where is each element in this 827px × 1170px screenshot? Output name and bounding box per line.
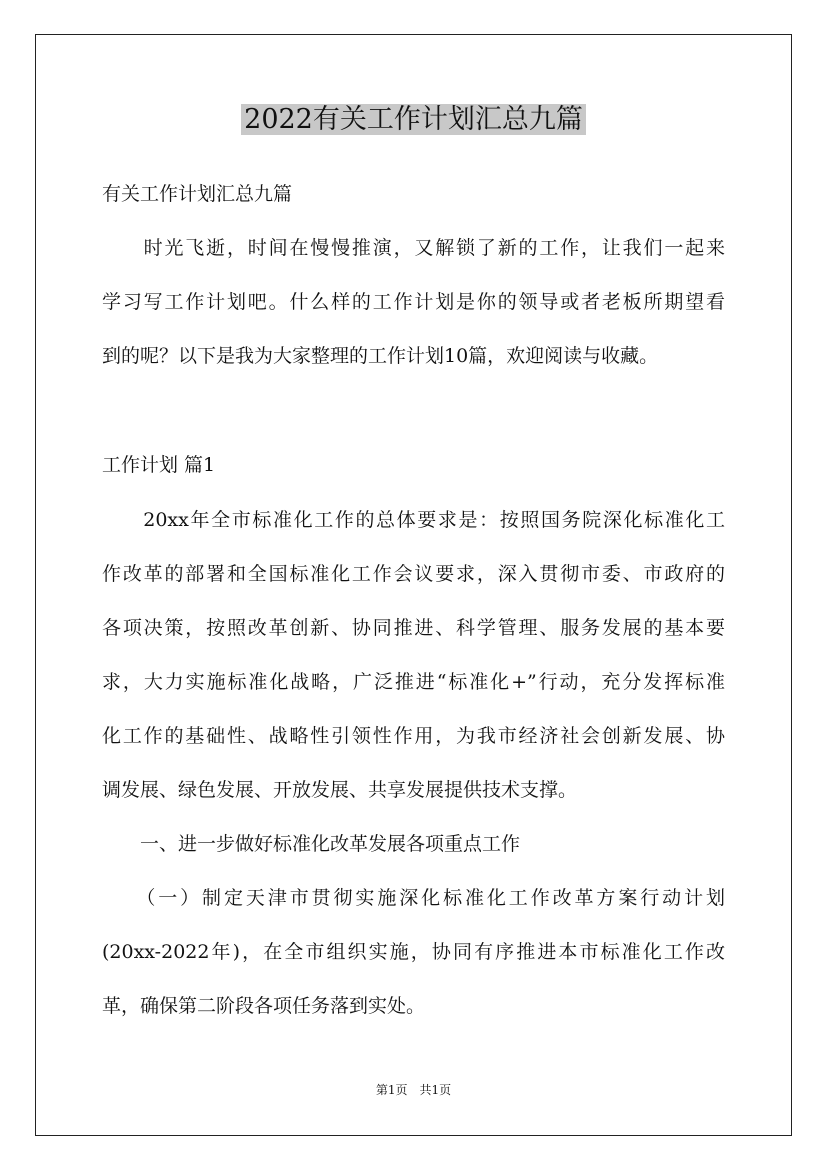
body-line-7: 一、进一步做好标准化改革发展各项重点工作	[102, 833, 521, 855]
body-line-9: (20xx-2022年)，在全市组织实施，协同有序推进本市标准化工作改	[102, 941, 725, 963]
intro-line-3: 到的呢？以下是我为大家整理的工作计划10篇，欢迎阅读与收藏。	[102, 345, 659, 367]
body-line-8: （一）制定天津市贯彻实施深化标准化工作改革方案行动计划	[102, 887, 725, 909]
document-title: 2022有关工作计划汇总九篇	[0, 100, 827, 140]
body-line-10: 革，确保第二阶段各项任务落到实处。	[102, 995, 426, 1017]
body-line-1: 20xx年全市标准化工作的总体要求是：按照国务院深化标准化工	[102, 509, 725, 531]
body-line-5: 化工作的基础性、战略性引领性作用，为我市经济社会创新发展、协	[102, 725, 725, 747]
body-line-6: 调发展、绿色发展、开放发展、共享发展提供技术支撑。	[102, 779, 578, 801]
body-line-3: 各项决策，按照改革创新、协同推进、科学管理、服务发展的基本要	[102, 617, 725, 639]
intro-line-1: 时光飞逝，时间在慢慢推演，又解锁了新的工作，让我们一起来	[102, 237, 725, 259]
intro-line-2: 学习写工作计划吧。什么样的工作计划是你的领导或者老板所期望看	[102, 291, 725, 313]
body-line-4: 求，大力实施标准化战略，广泛推进“标准化+”行动，充分发挥标准	[102, 671, 725, 693]
body-line-2: 作改革的部署和全国标准化工作会议要求，深入贯彻市委、市政府的	[102, 563, 725, 585]
section-heading: 工作计划 篇1	[102, 454, 216, 476]
document-subtitle: 有关工作计划汇总九篇	[102, 183, 293, 205]
page-number: 第1页 共1页	[375, 1083, 452, 1097]
